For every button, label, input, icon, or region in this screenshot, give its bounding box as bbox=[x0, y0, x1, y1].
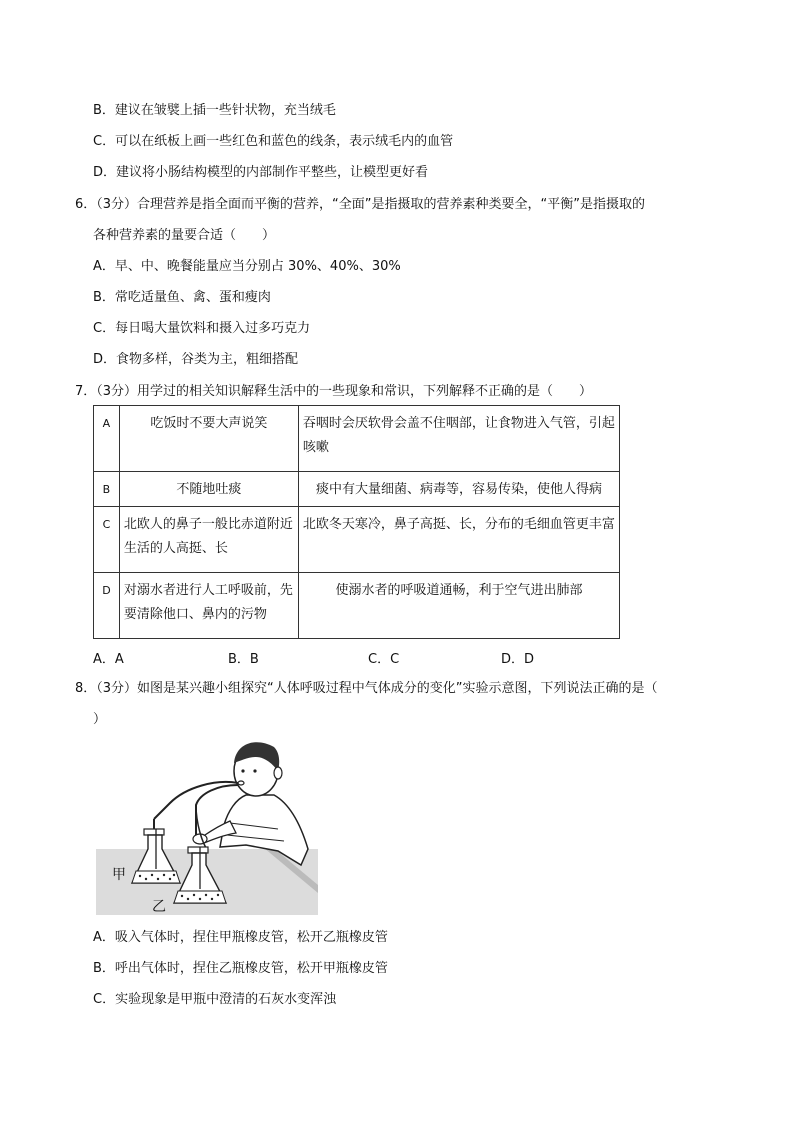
table-row bbox=[94, 507, 620, 573]
row-explanation: 吞咽时会厌软骨会盖不住咽部，让食物进入气管，引起咳嗽 bbox=[298, 406, 619, 472]
row-explanation: 北欧冬天寒冷，鼻子高挺、长，分布的毛细血管更丰富 bbox=[298, 507, 619, 573]
table-row bbox=[94, 406, 620, 472]
q5-option-d: D．建议将小肠结构模型的内部制作平整些，让模型更好看 bbox=[93, 165, 429, 180]
row-phenomenon: 对溺水者进行人工呼吸前，先要清除他口、鼻内的污物 bbox=[119, 573, 298, 639]
q7-answer-d: D．D bbox=[501, 652, 535, 667]
q8-stem-line1: 8．（3分）如图是某兴趣小组探究“人体呼吸过程中气体成分的变化”实验示意图，下列说法正确的是（ bbox=[75, 681, 658, 696]
q6-stem-line1: 6．（3分）合理营养是指全面而平衡的营养，“全面”是指摄取的营养素种类要全，“平衡”是指摄取的 bbox=[75, 197, 645, 212]
q8-option-a: A．吸入气体时，捏住甲瓶橡皮管，松开乙瓶橡皮管 bbox=[93, 930, 388, 945]
q8-option-b: B．呼出气体时，捏住乙瓶橡皮管，松开甲瓶橡皮管 bbox=[93, 961, 388, 976]
q8-stem-line2: ） bbox=[93, 712, 107, 727]
q6-option-c: C．每日喝大量饮料和摄入过多巧克力 bbox=[93, 321, 311, 336]
experiment-illustration bbox=[96, 733, 318, 915]
q7-answer-options bbox=[93, 648, 613, 666]
table-row bbox=[94, 573, 620, 639]
q7-table bbox=[93, 405, 620, 639]
q6-stem-line2: 各种营养素的量要合适（ ） bbox=[93, 228, 276, 243]
q7-answer-a: A．A bbox=[93, 652, 124, 667]
breathing-experiment-figure bbox=[96, 733, 318, 915]
row-letter: A bbox=[94, 406, 120, 472]
q6-option-a: A．早、中、晚餐能量应当分别占 30%、40%、30% bbox=[93, 259, 401, 274]
q7-stem: 7．（3分）用学过的相关知识解释生活中的一些现象和常识，下列解释不正确的是（ ） bbox=[75, 384, 593, 399]
row-phenomenon: 不随地吐痰 bbox=[119, 472, 298, 507]
q7-answer-b: B．B bbox=[228, 652, 259, 667]
flask-b-label: 乙 bbox=[152, 899, 166, 915]
row-explanation: 痰中有大量细菌、病毒等，容易传染，使他人得病 bbox=[298, 472, 619, 507]
row-letter: D bbox=[94, 573, 120, 639]
row-letter: B bbox=[94, 472, 120, 507]
row-phenomenon: 北欧人的鼻子一般比赤道附近生活的人高挺、长 bbox=[119, 507, 298, 573]
q6-option-d: D．食物多样，谷类为主，粗细搭配 bbox=[93, 352, 299, 367]
q5-option-c: C．可以在纸板上画一些红色和蓝色的线条，表示绒毛内的血管 bbox=[93, 134, 454, 149]
row-phenomenon: 吃饭时不要大声说笑 bbox=[119, 406, 298, 472]
table-row bbox=[94, 472, 620, 507]
row-letter: C bbox=[94, 507, 120, 573]
row-explanation: 使溺水者的呼吸道通畅，利于空气进出肺部 bbox=[298, 573, 619, 639]
q6-option-b: B．常吃适量鱼、禽、蛋和瘦肉 bbox=[93, 290, 271, 305]
q8-option-c: C．实验现象是甲瓶中澄清的石灰水变浑浊 bbox=[93, 992, 337, 1007]
q7-answer-c: C．C bbox=[368, 652, 400, 667]
flask-a-label: 甲 bbox=[112, 867, 126, 883]
q5-option-b: B．建议在皱襞上插一些针状物，充当绒毛 bbox=[93, 103, 336, 118]
